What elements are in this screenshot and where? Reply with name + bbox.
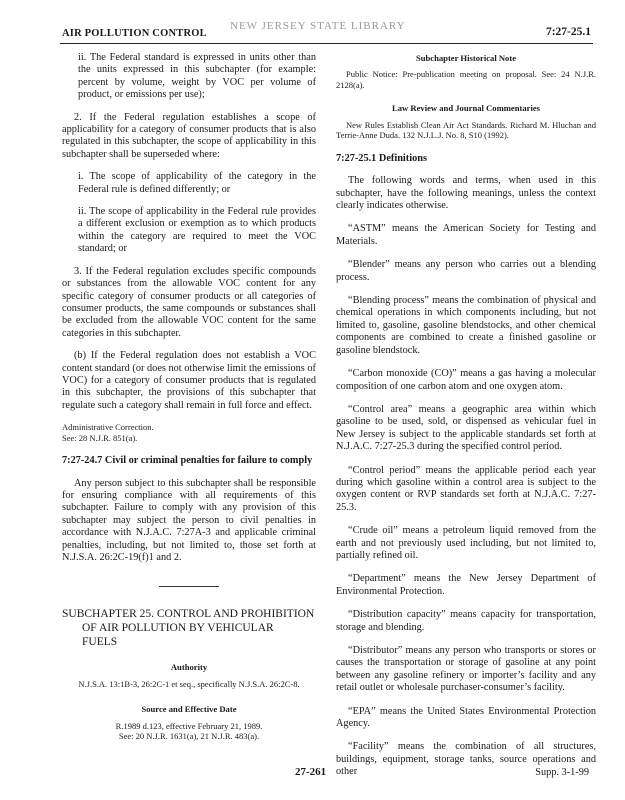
authority-heading: Authority [170,662,208,673]
paragraph-i-scope-defined: i. The scope of applicability of the category in the Federal rule is defined differently; or [78,171,316,195]
definition-astm: “ASTM” means the American Society for Testing and Materials. [336,223,596,247]
definition-intro: The following words and terms, when used in this subchapter, have the following meanings, unless the context clearly indicates otherwise. [336,175,596,212]
definition-blender: “Blender” means any person who carries out a blending process. [336,259,596,283]
definition-distributor: “Distributor” means any person who transports or stores or causes the transportation or storage of gasoline at any point between any gasoline refinery or importer’s facility and any retail outlet or wholesale purchaser-consumer’s facility. [336,645,596,694]
page-number: 27-261 [295,766,327,778]
definition-control-period: “Control period” means the applicable period each year during which gasoline within a control area is subject to the oxygen content or RVP standards set forth at N.J.A.C. 7:27-25.3. [336,464,596,513]
paragraph-ii-units: ii. The Federal standard is expressed in units other than the units expressed in this subchapter (for example: percent by volume, weight by VOC per volume of product, or emissions per use); [78,52,316,101]
running-head-title: AIR POLLUTION CONTROL [62,28,207,39]
source-line-2: See: 20 N.J.R. 1631(a), 21 N.J.R. 483(a). [118,731,260,742]
paragraph-3-excludes: 3. If the Federal regulation excludes specific compounds or substances from the allowable VOC content for any specific category of consumer products or all categories of consumer products, the same compounds or substances shall be excluded from the allowable VOC content for the same categories in this subchapter. [62,265,316,339]
review-heading: Law Review and Journal Commentaries [392,103,540,114]
definition-facility: “Facility” means the combination of all structures, buildings, equipment, storage tanks, source operations and other [336,741,596,778]
authority-text: N.J.S.A. 13:1B-3, 26:2C-1 et seq., specifically N.J.S.A. 26:2C-8. [78,678,300,689]
definition-control-area: “Control area” means a geographic area within which gasoline to be used, sold, or dispensed as vehicular fuel in New Jersey is subject to the applicable standards set forth at N.J.A.C. 7:27-25.3 during the specified control period. [336,403,596,453]
source-heading: Source and Effective Date [141,704,237,715]
section-divider [159,586,219,587]
admin-note-line-1: Administrative Correction. [62,422,154,433]
supplement-date: Supp. 3-1-99 [535,767,589,778]
definition-department: “Department” means the New Jersey Department of Environmental Protection. [336,573,596,597]
paragraph-2-scope: 2. If the Federal regulation establishes a scope of applicability for a category of consumer products that is also regulated in this subchapter, the scope of applicability in this subchapter shall be superseded where: [62,111,316,160]
subchapter-title [62,607,316,649]
admin-note [62,422,316,443]
right-column [336,52,596,790]
subchapter-title-line-1: SUBCHAPTER 25. CONTROL AND PROHIBITION [62,608,315,621]
paragraph-b-no-standard: (b) If the Federal regulation does not establish a VOC content standard (or does not otherwise limit the emissions of VOC) for a category of consumer products that is regulated in this subchapter, the provisions of this subchapter that regulate such a category shall remain in full force and effect. [62,350,316,411]
subchapter-title-line-2: OF AIR POLLUTION BY VEHICULAR [82,622,274,635]
review-text: New Rules Establish Clean Air Act Standards. Richard M. Hluchan and Terrie-Anne Duda. 132 N.J.L.J. No. 8, S10 (1992). [336,119,596,141]
definition-carbon-monoxide: “Carbon monoxide (CO)” means a gas having a molecular composition of one carbon atom and one oxygen atom. [336,368,596,392]
library-stamp: NEW JERSEY STATE LIBRARY [230,20,406,32]
subchapter-title-line-3: FUELS [82,636,118,649]
definitions-heading: 7:27-25.1 Definitions [336,152,427,164]
paragraph-ii-exclusion: ii. The scope of applicability in the Federal rule provides a different exclusion or exemption as to which products within the category are required to meet the VOC standard; or [78,206,316,255]
section-heading-24-7: 7:27-24.7 Civil or criminal penalties for failure to comply [62,455,313,467]
source-line-1: R.1989 d.123, effective February 21, 1989. [115,720,263,731]
section-body-24-7: Any person subject to this subchapter shall be responsible for ensuring compliance with all requirements of this subchapter. Failure to comply with any provision of this subchapter may subject the person to civil penalties in accordance with N.J.A.C. 7:27A-3 and applicable criminal penalties, including, but not limited to, those set forth at N.J.S.A. 26:2C-19(f)1 and 2. [62,477,316,563]
running-head-section: 7:27-25.1 [545,26,591,38]
historical-note-text: Public Notice: Pre-publication meeting on proposal. See: 24 N.J.R. 2128(a). [336,69,596,90]
header-rule [60,43,593,44]
definition-epa: “EPA” means the United States Environmental Protection Agency. [336,705,596,730]
definition-crude-oil: “Crude oil” means a petroleum liquid removed from the earth and not previously used including, but not limited to, partially refined oil. [336,525,596,561]
admin-note-line-2: See: 28 N.J.R. 851(a). [62,432,138,443]
historical-note-heading: Subchapter Historical Note [415,53,517,63]
definition-blending-process: “Blending process” means the combination of physical and chemical operations in which components including, but not limited to, gasoline, gasoline blendstocks, and other chemical components are combined to create a finished gasoline or gasoline blendstock. [336,295,596,356]
left-column [62,52,316,742]
source-text [62,721,316,742]
definition-distribution-capacity: “Distribution capacity” means capacity for transportation, storage and blending. [336,609,596,633]
